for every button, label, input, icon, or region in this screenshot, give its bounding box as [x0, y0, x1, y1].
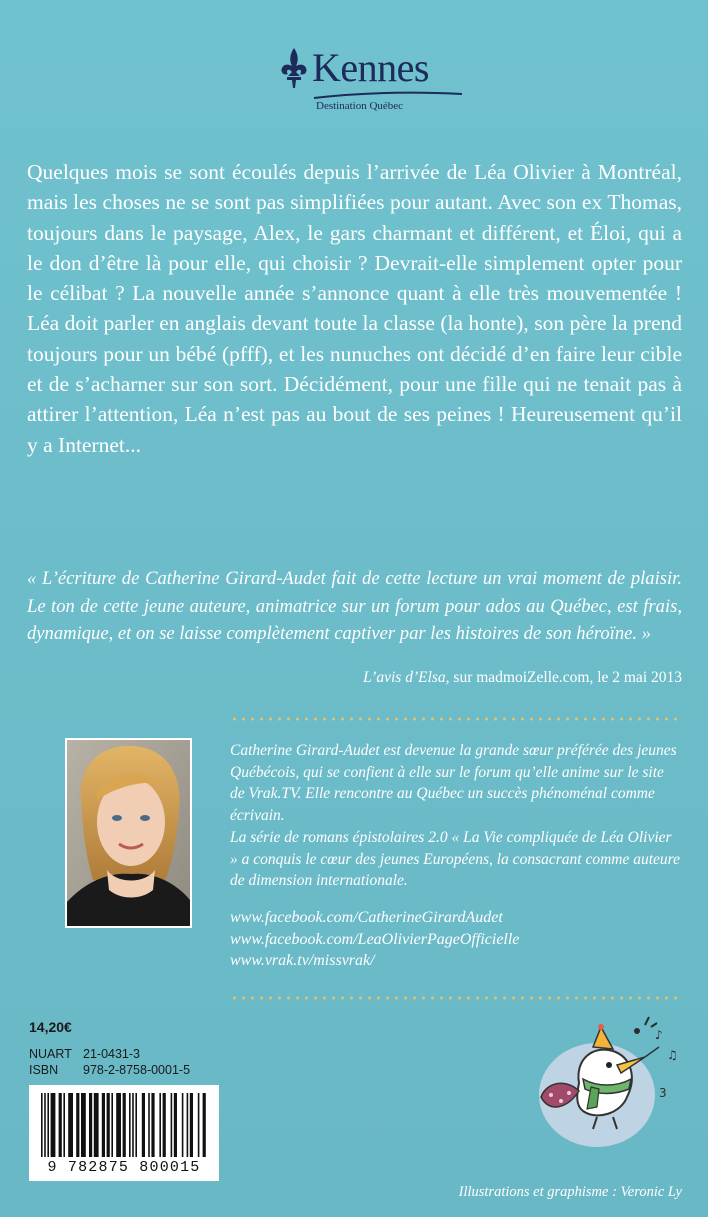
price-label: 14,20€ [29, 1019, 72, 1035]
barcode-bar [59, 1093, 62, 1157]
author-photo [65, 738, 192, 928]
barcode-bar [129, 1093, 131, 1157]
fleur-de-lis-icon [276, 46, 312, 90]
isbn-label: ISBN [29, 1063, 59, 1077]
barcode-bar [203, 1093, 206, 1157]
barcode-bar [94, 1093, 99, 1157]
barcode-bar [198, 1093, 200, 1157]
publisher-collection: Destination Québec [316, 100, 404, 112]
barcode-bar [123, 1093, 126, 1157]
barcode-bars [41, 1093, 207, 1157]
barcode-bar [148, 1093, 150, 1157]
publisher-name: Kennes [312, 45, 429, 90]
barcode-digits: 9 782875 800015 [47, 1159, 201, 1176]
barcode-bar [81, 1093, 86, 1157]
nuart-code [29, 1047, 140, 1061]
review-source-detail: , sur madmoiZelle.com, le 2 mai 2013 [445, 669, 682, 686]
barcode-bar [190, 1093, 193, 1157]
review-quote: « L’écriture de Catherine Girard-Audet fait de cette lecture un vrai moment de plaisir. Le ton de cette jeune auteure, animatrice sur un forum pour ados au Québec, est frais, dynamique, et on se laisse complètement captiver par les histoires de son héroïne. » [27, 568, 682, 644]
book-summary: Quelques mois se sont écoulés depuis l’arrivée de Léa Olivier à Montréal, mais les choses ne se sont pas simplifiées pour autant. Avec son ex Thomas, toujours dans le paysage, Alex, le gars charmant et différent, et Éloi, qui a le don d’être là pour elle, qui choisir ? Devrait-elle simplement opter pour le célibat ? La nouvelle année s’annonce quant à elle très mouvementée ! Léa doit parler en anglais devant toute la classe (la honte), son père la prend toujours pour un bébé (pfff), et les nunuches ont décidé d’en faire leur cible et de s’acharner sur son sort. Décidément, pour une fille qui ne tenait pas à attirer l’attention, Léa n’est pas au bout de ses peines ! Heureusement qu’il y a Internet... [27, 160, 682, 457]
link-vrak[interactable]: www.vrak.tv/missvrak/ [230, 952, 375, 969]
barcode-bar [111, 1093, 113, 1157]
link-facebook-series[interactable]: www.facebook.com/LeaOlivierPageOfficielle [230, 930, 520, 948]
review-source [363, 669, 682, 687]
author-portrait [67, 740, 190, 926]
link-facebook-author[interactable]: www.facebook.com/CatherineGirardAudet [230, 909, 503, 926]
barcode-bar [174, 1093, 177, 1157]
barcode [29, 1085, 219, 1181]
barcode-bar [135, 1093, 137, 1157]
svg-text:3: 3 [659, 1086, 667, 1100]
svg-text:♪: ♪ [655, 1028, 663, 1042]
barcode-bar [107, 1093, 110, 1157]
barcode-bar [171, 1093, 173, 1157]
barcode-bar [116, 1093, 121, 1157]
barcode-bar [187, 1093, 189, 1157]
barcode-bar [76, 1093, 79, 1157]
barcode-bar [63, 1093, 65, 1157]
barcode-bar [41, 1093, 43, 1157]
barcode-bar [44, 1093, 46, 1157]
illustration-credit: Illustrations et graphisme : Veronic Ly [458, 1184, 682, 1200]
dotted-separator-bottom [230, 995, 680, 1001]
barcode-bar [47, 1093, 49, 1157]
barcode-bar [132, 1093, 134, 1157]
barcode-bar [51, 1093, 56, 1157]
barcode-bar [142, 1093, 145, 1157]
barcode-bar [102, 1093, 105, 1157]
nuart-value: 21-0431-3 [83, 1047, 140, 1061]
svg-text:♫: ♫ [667, 1048, 678, 1062]
author-bio-2: La série de romans épistolaires 2.0 « La Vie compliquée de Léa Olivier » a conquis le cœur des jeunes Européens, la consacrant comme auteure de dimension internationale. [230, 829, 680, 889]
review-source-title: L’avis d’Elsa [363, 669, 446, 686]
barcode-bar [159, 1093, 161, 1157]
logo-swoosh [312, 90, 464, 100]
publisher-logo [276, 44, 466, 112]
barcode-bar [68, 1093, 73, 1157]
barcode-bar [151, 1093, 154, 1157]
barcode-bar [182, 1093, 184, 1157]
author-links [230, 907, 519, 972]
isbn-value: 978-2-8758-0001-5 [83, 1063, 191, 1077]
barcode-bar [89, 1093, 92, 1157]
bird-illustration [527, 1013, 687, 1153]
isbn-code [29, 1063, 190, 1077]
author-bio-1: Catherine Girard-Audet est devenue la grande sœur préférée des jeunes Québécois, qui se confient à elle sur le forum qu’elle anime sur le site de Vrak.TV. Elle rencontre au Québec un succès phénoménal comme écrivain. [230, 742, 677, 824]
dotted-separator-top [230, 716, 680, 722]
barcode-bar [163, 1093, 166, 1157]
nuart-label: NUART [29, 1047, 72, 1061]
